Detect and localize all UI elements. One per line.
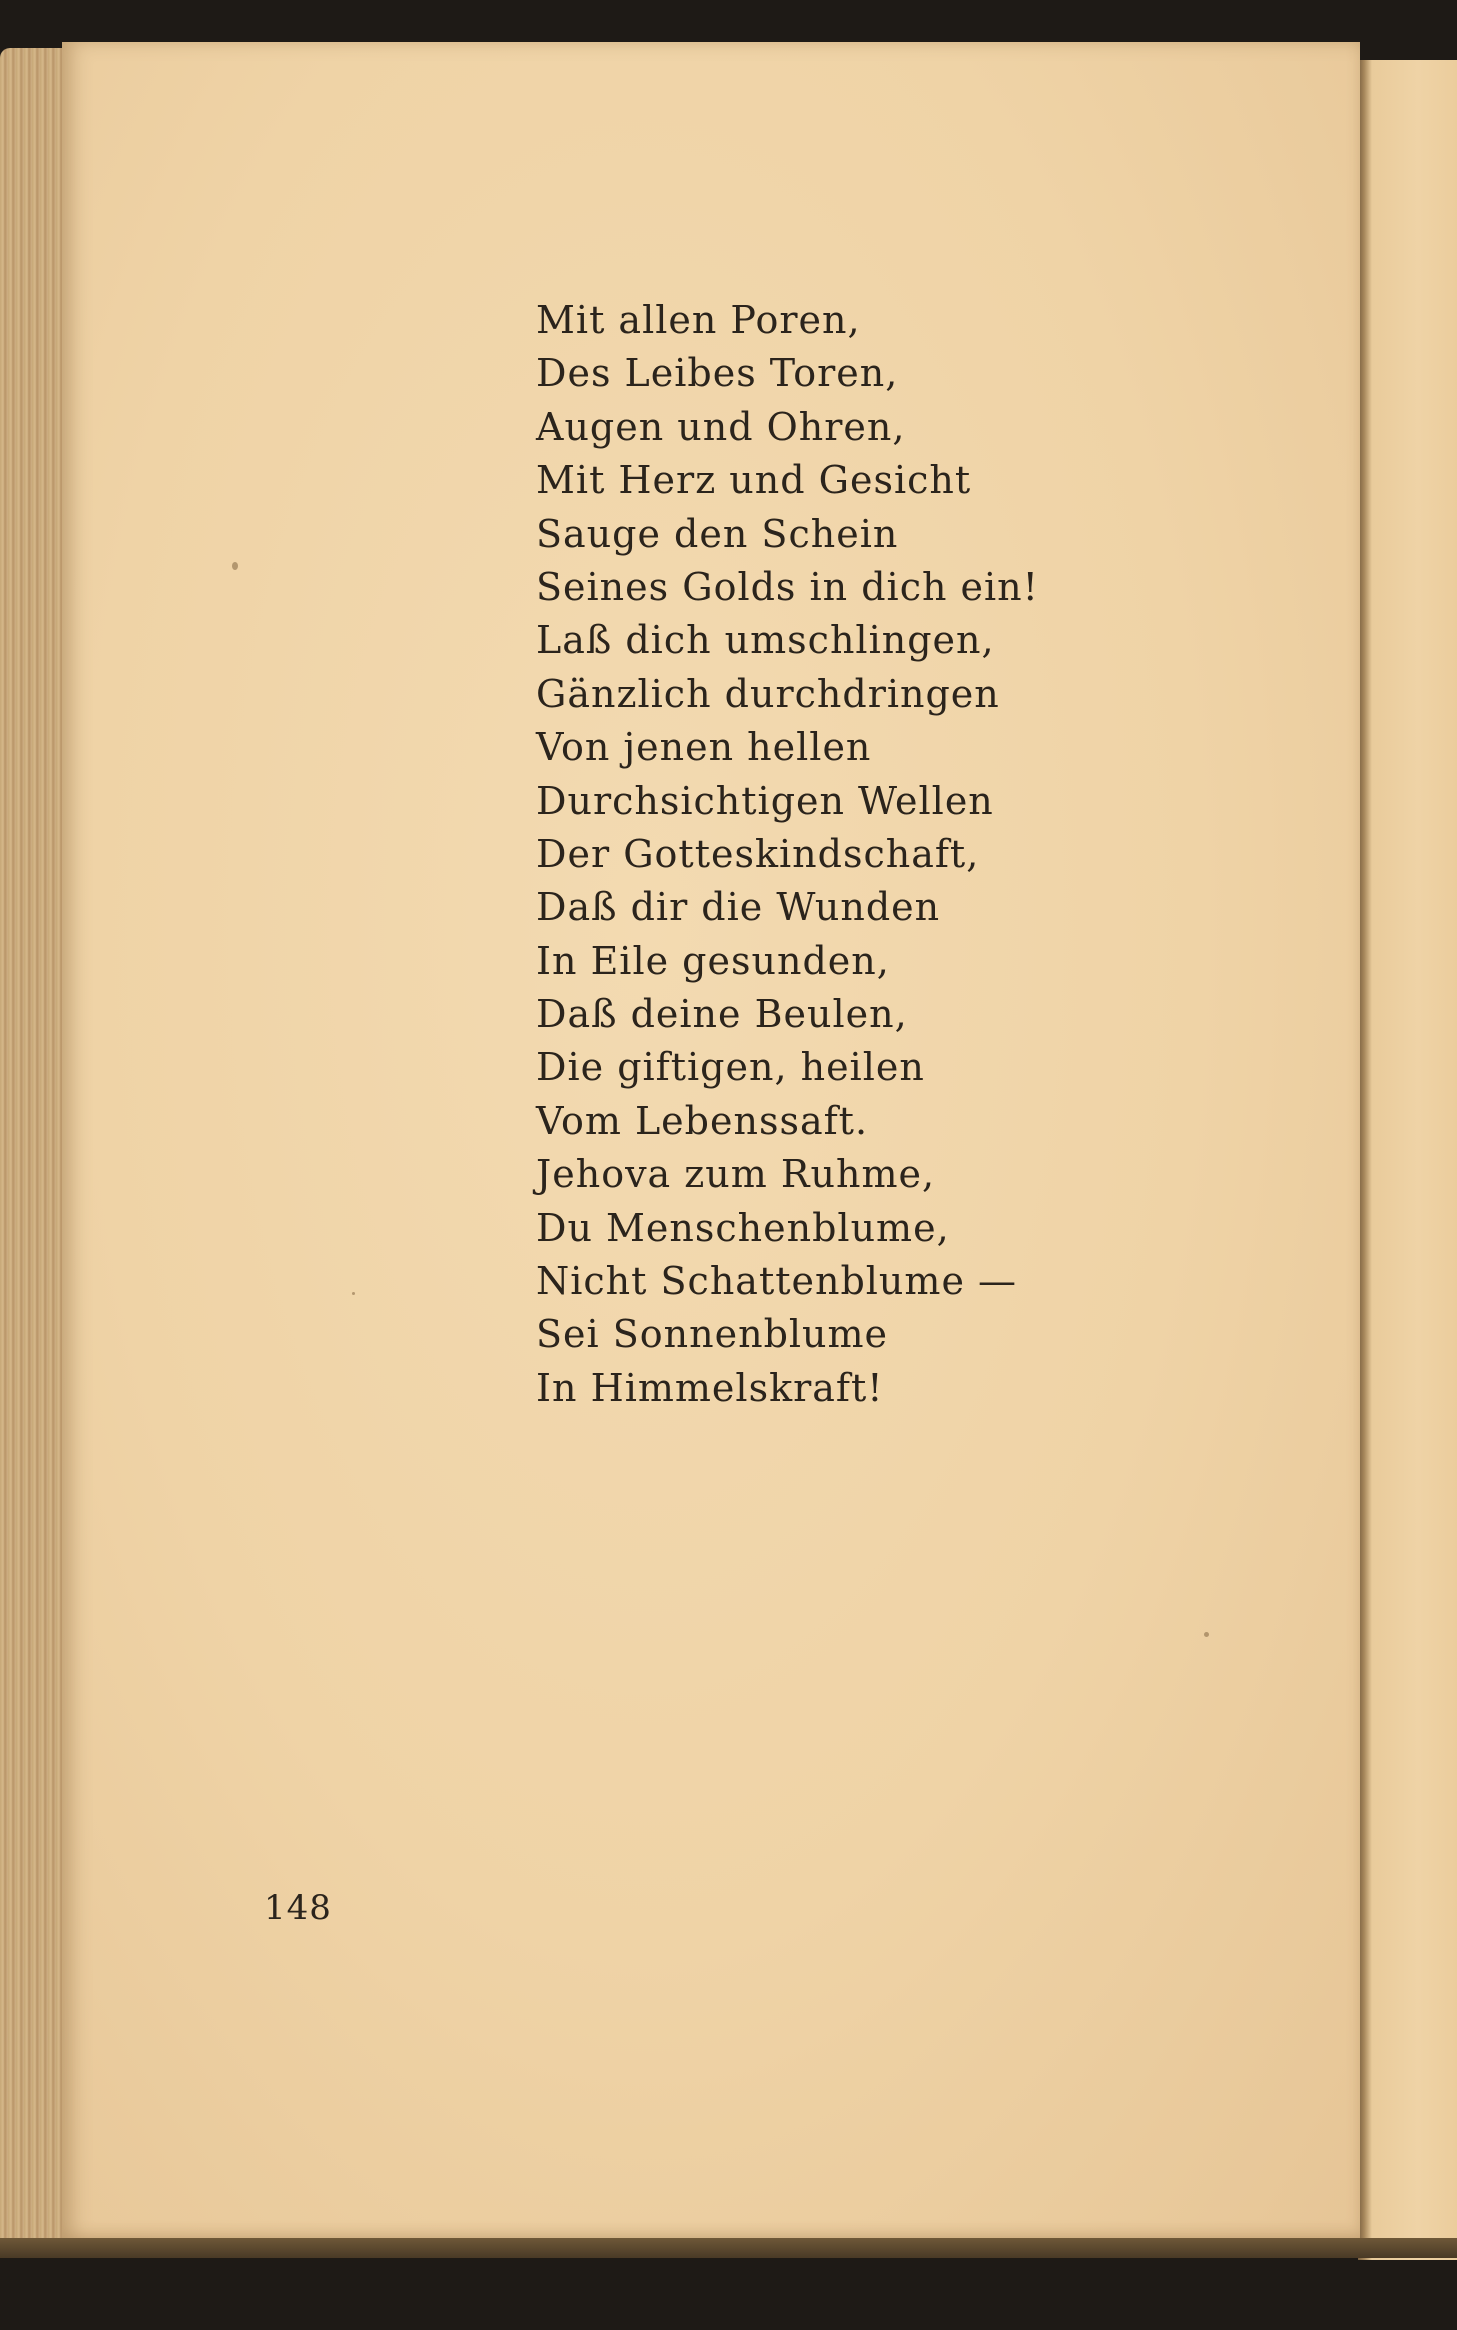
poem-line: Mit Herz und Gesicht (536, 458, 972, 503)
poem-line: Jehova zum Ruhme, (536, 1152, 936, 1197)
book-bottom-edge (0, 2238, 1457, 2258)
facing-page-edge (1358, 60, 1457, 2260)
poem-line: In Eile gesunden, (536, 938, 890, 983)
poem-line: Augen und Ohren, (536, 404, 906, 449)
paper-speck (1204, 1632, 1209, 1637)
poem-line: Der Gotteskindschaft, (536, 831, 980, 876)
page-number: 148 (264, 1888, 332, 1928)
poem-line: Durchsichtigen Wellen (536, 778, 994, 823)
poem-line: Du Menschenblume, (536, 1205, 950, 1250)
poem-line: In Himmelskraft! (536, 1365, 884, 1410)
poem-line: Mit allen Poren, (536, 298, 861, 342)
poem-line: Daß dir die Wunden (536, 885, 941, 930)
poem-line: Laß dich umschlingen, (536, 618, 995, 663)
paper-speck (232, 562, 238, 570)
poem-line: Sauge den Schein (536, 511, 899, 556)
poem-line: Des Leibes Toren, (536, 351, 899, 396)
poem-line: Die giftigen, heilen (536, 1045, 925, 1090)
paper-speck (352, 1292, 355, 1295)
poem-line: Daß deine Beulen, (536, 992, 908, 1037)
poem-line: Gänzlich durchdringen (536, 671, 1000, 716)
poem-line: Von jenen hellen (536, 725, 872, 770)
poem-line: Sei Sonnenblume (536, 1312, 889, 1357)
poem-line: Nicht Schattenblume — (536, 1259, 1018, 1304)
poem-line: Seines Golds in dich ein! (536, 564, 1039, 609)
poem-line: Vom Lebenssaft. (536, 1098, 869, 1143)
poem (536, 294, 1039, 1415)
